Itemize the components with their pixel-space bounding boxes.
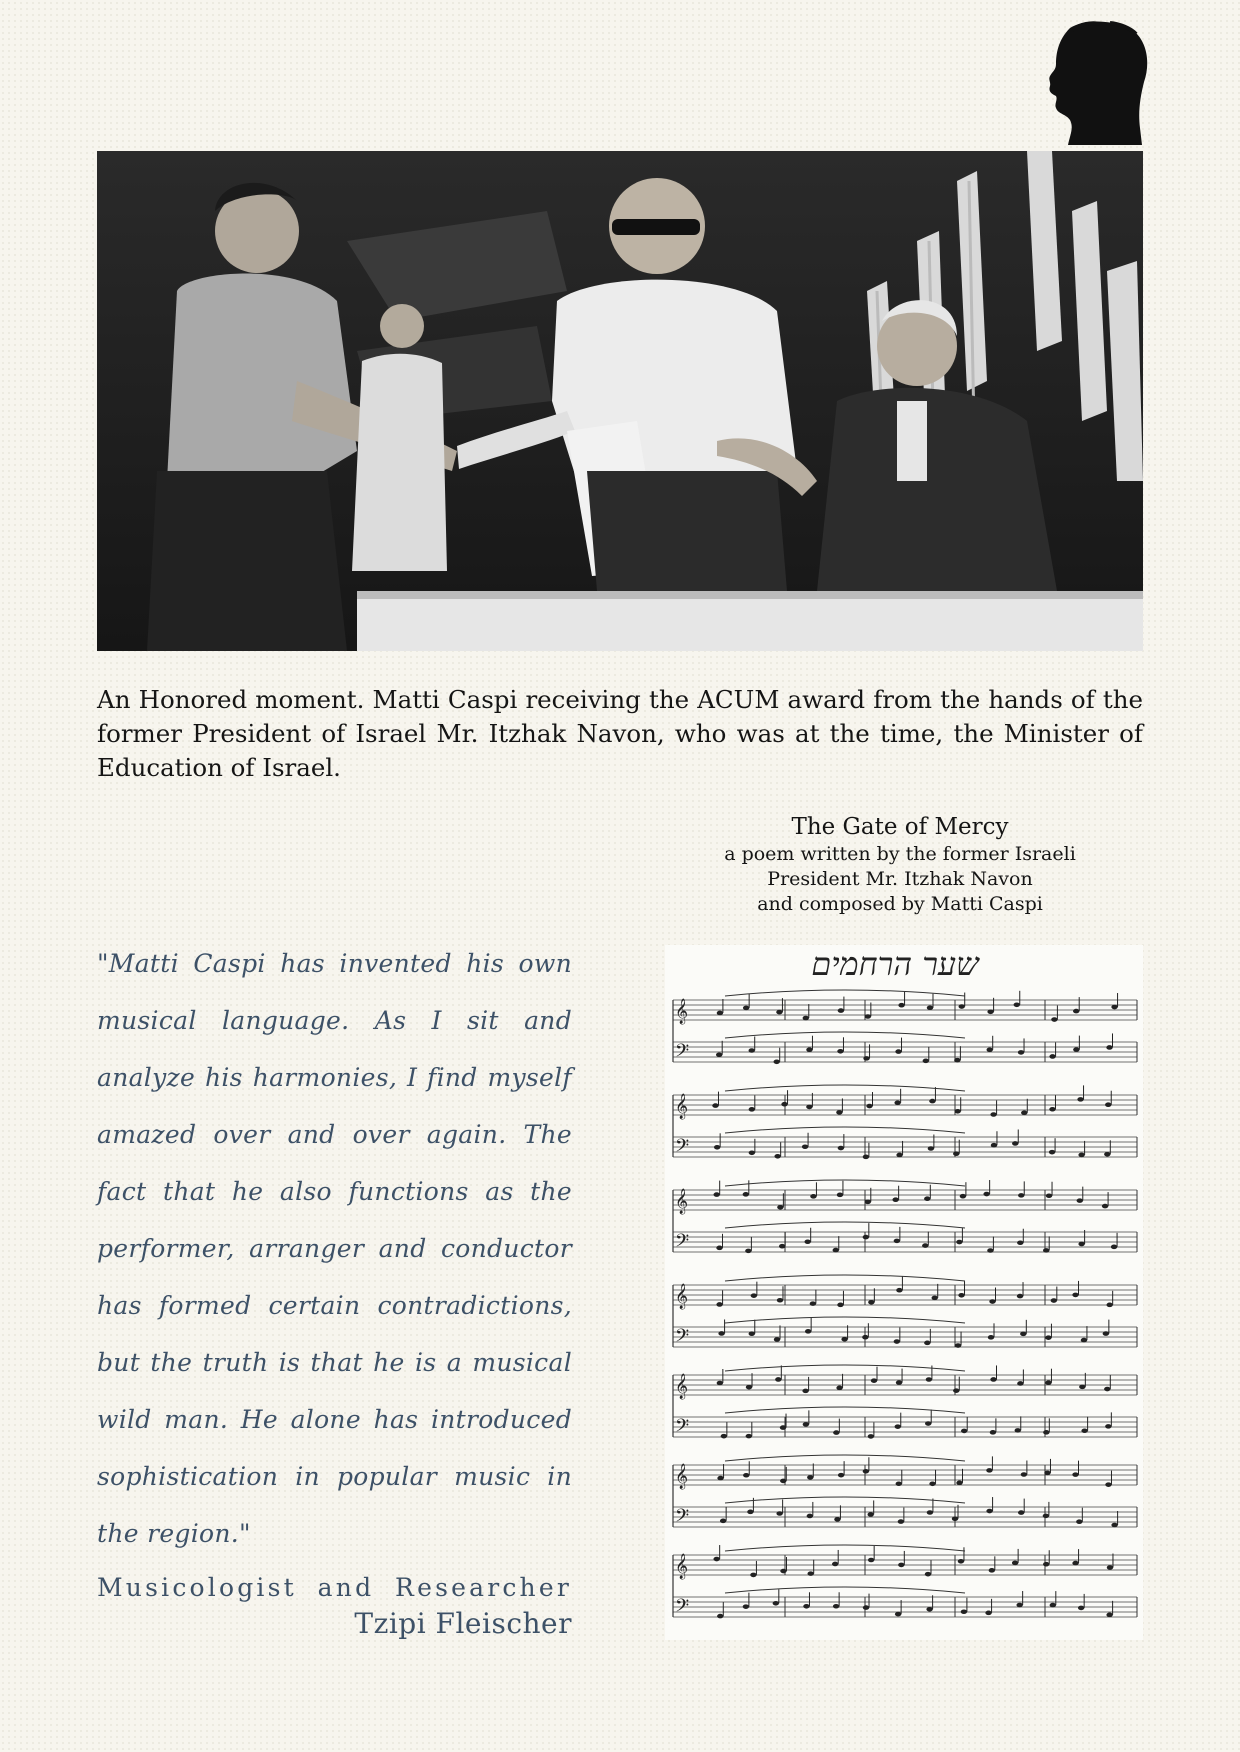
poem-title: The Gate of Mercy [791, 814, 1009, 840]
handwritten-music-score [665, 945, 1143, 1640]
quote-attribution [97, 1570, 572, 1642]
svg-text:𝄢: 𝄢 [675, 1326, 690, 1351]
poem-title-block [660, 812, 1140, 917]
award-ceremony-photo [97, 151, 1143, 651]
svg-text:𝄞: 𝄞 [675, 1374, 689, 1399]
svg-text:𝄢: 𝄢 [675, 1136, 690, 1161]
svg-text:𝄢: 𝄢 [675, 1506, 690, 1531]
svg-text:𝄢: 𝄢 [675, 1596, 690, 1621]
svg-text:𝄞: 𝄞 [675, 999, 689, 1024]
attribution-role: Musicologist and Researcher [97, 1573, 572, 1602]
svg-text:𝄞: 𝄞 [675, 1094, 689, 1119]
svg-text:𝄞: 𝄞 [675, 1189, 689, 1214]
svg-text:𝄞: 𝄞 [675, 1284, 689, 1309]
svg-text:𝄞: 𝄞 [675, 1554, 689, 1579]
musicologist-quote: "Matti Caspi has invented his own musical language. As I sit and analyze his harmonies, I find myself amazed over and over again. The fact that he also functions as the performer, arranger and conductor has formed certain contradictions, but the truth is that he is a musical wild man. He alone has introduced sophistication in popular music in the region." [97, 949, 572, 1548]
poem-subtitle-line: and composed by Matti Caspi [757, 893, 1043, 915]
svg-text:𝄢: 𝄢 [675, 1041, 690, 1066]
score-handwritten-title: שער הרחמים [811, 945, 979, 983]
silhouette-head-icon [1040, 20, 1150, 145]
poem-subtitle-line: President Mr. Itzhak Navon [767, 868, 1033, 890]
svg-text:𝄞: 𝄞 [675, 1464, 689, 1489]
attribution-name: Tzipi Fleischer [354, 1607, 572, 1640]
poem-subtitle-line: a poem written by the former Israeli [724, 843, 1076, 865]
svg-text:𝄢: 𝄢 [675, 1416, 690, 1441]
svg-text:𝄢: 𝄢 [675, 1231, 690, 1256]
photo-caption: An Honored moment. Matti Caspi receiving the ACUM award from the hands of the former President of Israel Mr. Itzhak Navon, who was at the time, the Minister of Education of Israel. [97, 685, 1143, 782]
